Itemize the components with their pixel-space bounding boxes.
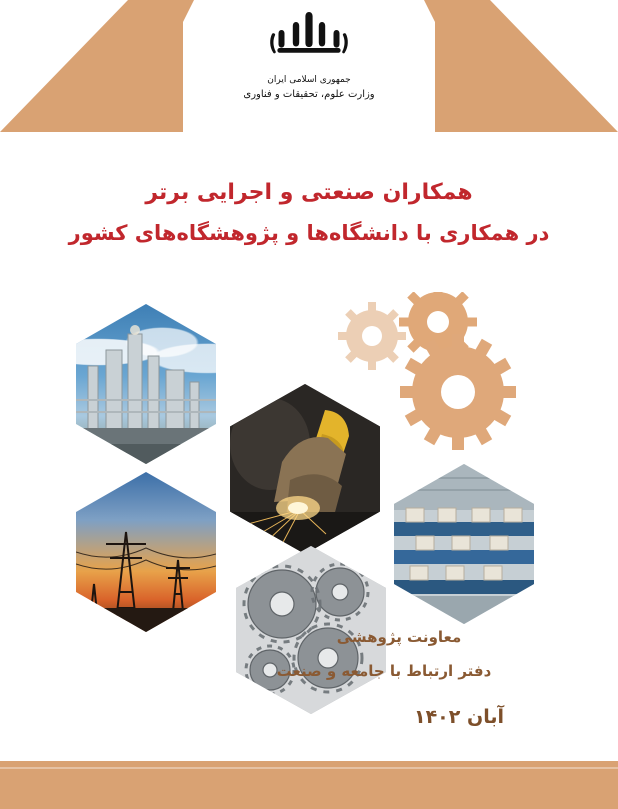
hex-photo-refinery [76,304,216,464]
hex-photo-welder [230,384,380,554]
band-wedge-left [0,0,128,132]
hex-photo-power-lines [76,472,216,632]
hex-photo-factory-line [394,464,534,624]
emblem-block [194,8,424,100]
footer-department [0,628,618,646]
footer-date-label: آبان ۱۴۰۲ [413,706,504,728]
footer-department-label: معاونت پژوهشی [336,628,462,646]
band-triangle-right [424,0,490,132]
band-wedge-right [490,0,618,132]
iran-emblem-icon [266,8,352,72]
emblem-country-label: جمهوری اسلامی ایران [267,75,351,85]
emblem-ministry-label: وزارت علوم، تحقیقات و فناوری [243,89,375,100]
footer-office-label: دفتر ارتباط با جامعه و صنعت [276,662,492,680]
title-line-2: در همکاری با دانشگاه‌ها و پژوهشگاه‌های کشور [68,220,550,245]
bottom-decorative-band [0,761,618,809]
page-title [0,172,618,254]
hexagon-photo-collage [60,296,560,716]
title-line-1: همکاران صنعتی و اجرایی برتر [145,180,473,205]
footer-office [0,662,618,680]
footer-date [0,706,618,728]
band-triangle-left [128,0,194,132]
bottom-band-accent-line [0,767,618,769]
